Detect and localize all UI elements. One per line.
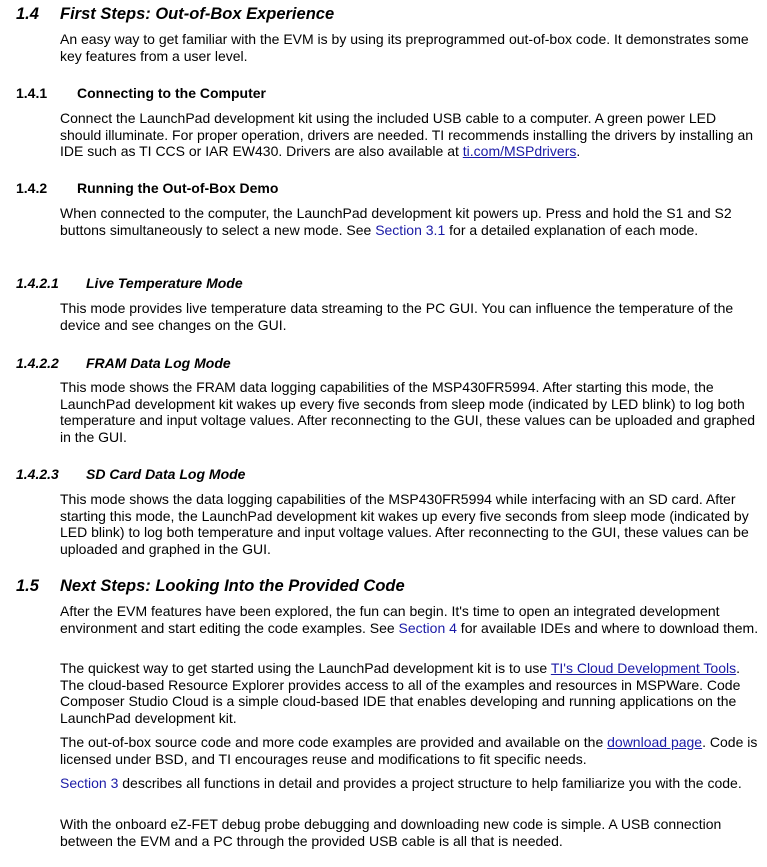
paragraph-text: . The cloud-based Resource Explorer provides access to all of the examples and resources in MSPWare. Code Composer Studio Cloud is a simple cloud-based IDE that enables developing and running applications on the LaunchPad development kit.: [60, 660, 741, 726]
paragraph-text: . Code is licensed under BSD, and TI encourages reuse and modifications to fit specific needs.: [60, 734, 758, 767]
section-number: 1.4: [16, 5, 39, 23]
section-number: 1.4.1: [16, 85, 48, 101]
section-title: FRAM Data Log Mode: [86, 355, 231, 371]
section-number: 1.4.2.2: [16, 355, 59, 371]
paragraph-next-steps: [60, 603, 760, 636]
paragraph-text: When connected to the computer, the LaunchPad development kit powers up. Press and hold the S1 and S2 buttons simultaneously to select a new mode. See: [60, 205, 732, 238]
paragraph-connecting: [60, 110, 760, 160]
paragraph-text: The out-of-box source code and more code examples are provided and available on the: [60, 734, 608, 750]
ref-section-4[interactable]: Section 4: [398, 619, 457, 636]
section-number: 1.5: [16, 577, 39, 595]
paragraph-section-3: [60, 775, 760, 792]
heading-1-4-2-2: [16, 356, 231, 371]
heading-1-5: [16, 577, 405, 595]
section-title: Running the Out-of-Box Demo: [77, 180, 279, 196]
paragraph-running-demo: [60, 205, 760, 238]
section-title: SD Card Data Log Mode: [86, 466, 246, 482]
paragraph-live-temperature: This mode provides live temperature data streaming to the PC GUI. You can influence the temperature of the device and see changes on the GUI.: [60, 300, 734, 333]
paragraph-text: describes all functions in detail and provides a project structure to help familiarize you with the code.: [118, 775, 742, 791]
section-title: Connecting to the Computer: [77, 85, 266, 101]
heading-1-4-2-1: [16, 276, 243, 291]
link-msp-drivers[interactable]: ti.com/MSPdrivers: [462, 143, 577, 160]
heading-1-4-1: [16, 86, 266, 101]
paragraph-cloud-tools: [60, 660, 760, 726]
paragraph-text: After the EVM features have been explored, the fun can begin. It's time to open an integrated development environment and start editing the code examples. See: [60, 603, 720, 636]
section-number: 1.4.2: [16, 180, 48, 196]
paragraph-source-code: [60, 734, 760, 767]
heading-1-4-2-3: [16, 467, 245, 482]
paragraph-debug-probe: With the onboard eZ-FET debug probe debugging and downloading new code is simple. A USB connection between the EVM and a PC through the provided USB cable is all that is needed.: [60, 816, 722, 849]
section-title: Live Temperature Mode: [86, 275, 243, 291]
paragraph-fram-log: This mode shows the FRAM data logging capabilities of the MSP430FR5994. After starting this mode, the LaunchPad development kit wakes up every five seconds from sleep mode (indicated by LED blink) to log both temperature and input voltage values. After reconnecting to the GUI, these values can be uploaded and graphed in the GUI.: [60, 379, 756, 445]
link-download-page[interactable]: download page: [607, 734, 703, 750]
section-title: First Steps: Out-of-Box Experience: [60, 5, 335, 23]
section-title: Next Steps: Looking Into the Provided Code: [60, 577, 405, 595]
paragraph-text: for a detailed explanation of each mode.: [445, 221, 699, 238]
ref-section-3[interactable]: Section 3: [60, 775, 119, 791]
paragraph-text: The quickest way to get started using the LaunchPad development kit is to use: [60, 660, 551, 676]
paragraph-intro: An easy way to get familiar with the EVM is by using its preprogrammed out-of-box code. It demonstrates some key features from a user level.: [60, 31, 749, 64]
link-cloud-development-tools[interactable]: TI's Cloud Development Tools: [550, 660, 737, 676]
paragraph-text: for available IDEs and where to download them.: [456, 619, 759, 636]
section-number: 1.4.2.3: [16, 466, 59, 482]
heading-1-4-2: [16, 181, 278, 196]
paragraph-text: .: [576, 143, 581, 160]
paragraph-text: Connect the LaunchPad development kit using the included USB cable to a computer. A green power LED should illuminate. For proper operation, drivers are needed. TI recommends installing the drivers by installing an IDE such as TI CCS or IAR EW430. Drivers are also available at: [60, 110, 754, 160]
heading-1-4: [16, 5, 334, 23]
ref-section-3-1[interactable]: Section 3.1: [375, 221, 446, 238]
section-number: 1.4.2.1: [16, 275, 59, 291]
paragraph-sd-card-log: This mode shows the data logging capabilities of the MSP430FR5994 while interfacing with an SD card. After starting this mode, the LaunchPad development kit wakes up every five seconds from sleep mode (indicated by LED blink) to log both temperature and input voltage values. After reconnecting to the GUI, these values can be uploaded and graphed in the GUI.: [60, 491, 749, 557]
